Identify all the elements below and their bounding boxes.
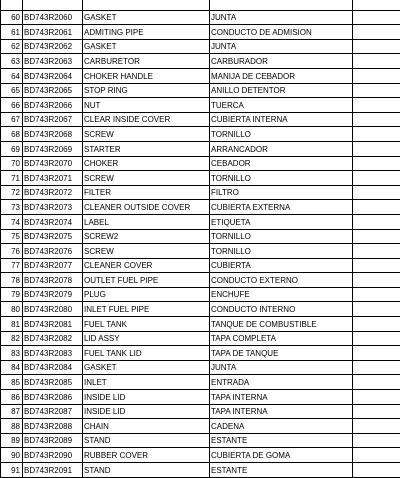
spanish-name-cell[interactable]: TORNILLO [210, 229, 353, 244]
row-number-cell[interactable]: 63 [1, 54, 23, 69]
row-number-cell[interactable]: 74 [1, 214, 23, 229]
empty-cell[interactable] [353, 390, 400, 405]
empty-cell[interactable] [353, 156, 400, 171]
empty-cell[interactable] [353, 229, 400, 244]
row-number-cell[interactable]: 75 [1, 229, 23, 244]
row-number-cell[interactable] [1, 0, 23, 10]
english-name-cell[interactable]: RUBBER COVER [83, 448, 210, 463]
table-row [1, 273, 400, 288]
spanish-name-cell[interactable]: JUNTA [210, 39, 353, 54]
part-code-cell[interactable]: BD743R2080 [23, 302, 83, 317]
english-name-cell[interactable]: CHAIN [83, 419, 210, 434]
row-number-cell[interactable]: 82 [1, 331, 23, 346]
spanish-name-cell[interactable]: CONDUCTO EXTERNO [210, 273, 353, 288]
part-code-cell[interactable]: BD743R2081 [23, 317, 83, 332]
empty-cell[interactable] [353, 83, 400, 98]
english-name-cell[interactable]: CHOKER [83, 156, 210, 171]
english-name-cell[interactable]: INLET [83, 375, 210, 390]
spanish-name-cell[interactable]: TANQUE DE COMBUSTIBLE [210, 317, 353, 332]
row-number-cell[interactable]: 72 [1, 185, 23, 200]
empty-cell[interactable] [353, 258, 400, 273]
table-row [1, 331, 400, 346]
empty-cell[interactable] [353, 39, 400, 54]
row-number-cell[interactable]: 73 [1, 200, 23, 215]
english-name-cell[interactable]: FUEL TANK LID [83, 346, 210, 361]
english-name-cell[interactable]: LABEL [83, 214, 210, 229]
english-name-cell[interactable]: LID ASSY [83, 331, 210, 346]
part-code-cell[interactable]: BD743R2066 [23, 98, 83, 113]
empty-cell[interactable] [353, 360, 400, 375]
english-name-cell[interactable]: SCREW [83, 171, 210, 186]
spanish-name-cell[interactable]: CADENA [210, 419, 353, 434]
table-row [1, 302, 400, 317]
part-code-cell[interactable]: BD743R2069 [23, 141, 83, 156]
table-row [1, 258, 400, 273]
table-row [1, 214, 400, 229]
row-number-cell[interactable]: 70 [1, 156, 23, 171]
spanish-name-cell[interactable]: TAPA COMPLETA [210, 331, 353, 346]
spanish-name-cell[interactable]: TORNILLO [210, 127, 353, 142]
spanish-name-cell[interactable]: ESTANTE [210, 433, 353, 448]
spanish-name-cell[interactable]: TORNILLO [210, 244, 353, 259]
spanish-name-cell[interactable]: JUNTA [210, 10, 353, 25]
part-code-cell[interactable]: BD743R2085 [23, 375, 83, 390]
empty-cell[interactable] [353, 448, 400, 463]
spanish-name-cell[interactable]: ANILLO DETENTOR [210, 83, 353, 98]
part-code-cell[interactable]: BD743R2079 [23, 287, 83, 302]
table-row [1, 404, 400, 419]
table-row [1, 83, 400, 98]
empty-cell[interactable] [353, 346, 400, 361]
table-row [1, 448, 400, 463]
table-row [1, 200, 400, 215]
table-row [1, 25, 400, 40]
part-code-cell[interactable]: BD743R2086 [23, 390, 83, 405]
part-code-cell[interactable]: BD743R2089 [23, 433, 83, 448]
spanish-name-cell[interactable]: CUBIERTA [210, 258, 353, 273]
row-number-cell[interactable]: 91 [1, 463, 23, 478]
parts-table-body [1, 0, 400, 477]
empty-cell[interactable] [353, 25, 400, 40]
english-name-cell[interactable]: STAND [83, 463, 210, 478]
part-code-cell[interactable]: BD743R2074 [23, 214, 83, 229]
table-row [1, 390, 400, 405]
table-row [1, 287, 400, 302]
table-row [1, 419, 400, 434]
empty-cell[interactable] [353, 54, 400, 69]
row-number-cell[interactable]: 87 [1, 404, 23, 419]
row-number-cell[interactable]: 62 [1, 39, 23, 54]
part-code-cell[interactable]: BD743R2091 [23, 463, 83, 478]
empty-cell[interactable] [353, 433, 400, 448]
table-row [1, 141, 400, 156]
part-code-cell[interactable]: BD743R2090 [23, 448, 83, 463]
english-name-cell[interactable]: STOP RING [83, 83, 210, 98]
empty-cell[interactable] [353, 287, 400, 302]
empty-cell[interactable] [353, 171, 400, 186]
english-name-cell[interactable]: CARBURETOR [83, 54, 210, 69]
table-row [1, 346, 400, 361]
spanish-name-cell[interactable]: TAPA INTERNA [210, 390, 353, 405]
spanish-name-cell[interactable]: TORNILLO [210, 171, 353, 186]
english-name-cell[interactable]: CLEANER OUTSIDE COVER [83, 200, 210, 215]
table-row [1, 375, 400, 390]
row-number-cell[interactable]: 61 [1, 25, 23, 40]
table-row [1, 244, 400, 259]
english-name-cell[interactable]: PLUG [83, 287, 210, 302]
table-row [1, 127, 400, 142]
row-number-cell[interactable]: 90 [1, 448, 23, 463]
empty-cell[interactable] [353, 419, 400, 434]
english-name-cell[interactable]: NUT [83, 98, 210, 113]
part-code-cell[interactable]: BD743R2084 [23, 360, 83, 375]
row-number-cell[interactable]: 83 [1, 346, 23, 361]
table-row [1, 10, 400, 25]
table-row [1, 463, 400, 478]
row-number-cell[interactable]: 80 [1, 302, 23, 317]
spanish-name-cell[interactable]: TAPA DE TANQUE [210, 346, 353, 361]
row-number-cell[interactable]: 65 [1, 83, 23, 98]
spanish-name-cell[interactable]: TUERCA [210, 98, 353, 113]
part-code-cell[interactable]: BD743R2087 [23, 404, 83, 419]
spanish-name-cell[interactable]: JUNTA [210, 360, 353, 375]
empty-cell[interactable] [353, 98, 400, 113]
empty-cell[interactable] [353, 302, 400, 317]
table-row [1, 185, 400, 200]
row-number-cell[interactable]: 79 [1, 287, 23, 302]
spanish-name-cell[interactable]: ESTANTE [210, 463, 353, 478]
row-number-cell[interactable]: 64 [1, 68, 23, 83]
part-code-cell[interactable]: BD743R2065 [23, 83, 83, 98]
part-code-cell[interactable]: BD743R2068 [23, 127, 83, 142]
table-row [1, 68, 400, 83]
row-number-cell[interactable]: 60 [1, 10, 23, 25]
part-code-cell[interactable]: BD743R2077 [23, 258, 83, 273]
part-code-cell[interactable]: BD743R2088 [23, 419, 83, 434]
english-name-cell[interactable]: SCREW2 [83, 229, 210, 244]
table-row [1, 156, 400, 171]
part-code-cell[interactable]: BD743R2060 [23, 10, 83, 25]
spanish-name-cell[interactable]: CONDUCTO INTERNO [210, 302, 353, 317]
spanish-name-cell[interactable]: ENCHUFE [210, 287, 353, 302]
spanish-name-cell[interactable]: CUBIERTA EXTERNA [210, 200, 353, 215]
spanish-name-cell[interactable]: CUBIERTA DE GOMA [210, 448, 353, 463]
spanish-name-cell[interactable]: CUBIERTA INTERNA [210, 112, 353, 127]
empty-cell[interactable] [353, 463, 400, 478]
row-number-cell[interactable]: 85 [1, 375, 23, 390]
english-name-cell[interactable] [83, 0, 210, 10]
english-name-cell[interactable]: GASKET [83, 39, 210, 54]
english-name-cell[interactable]: INSIDE LID [83, 404, 210, 419]
english-name-cell[interactable]: SCREW [83, 244, 210, 259]
part-code-cell[interactable]: BD743R2073 [23, 200, 83, 215]
empty-cell[interactable] [353, 331, 400, 346]
spanish-name-cell[interactable]: TAPA INTERNA [210, 404, 353, 419]
table-row [1, 54, 400, 69]
table-row [1, 98, 400, 113]
english-name-cell[interactable]: INLET FUEL PIPE [83, 302, 210, 317]
table-row [1, 171, 400, 186]
row-number-cell[interactable]: 84 [1, 360, 23, 375]
spanish-name-cell[interactable]: CONDUCTO DE ADMISION [210, 25, 353, 40]
empty-cell[interactable] [353, 375, 400, 390]
table-row [1, 0, 400, 10]
spanish-name-cell[interactable]: CARBURADOR [210, 54, 353, 69]
part-code-cell[interactable]: BD743R2064 [23, 68, 83, 83]
table-row [1, 433, 400, 448]
row-number-cell[interactable]: 86 [1, 390, 23, 405]
empty-cell[interactable] [353, 214, 400, 229]
table-row [1, 360, 400, 375]
table-row [1, 317, 400, 332]
part-code-cell[interactable]: BD743R2082 [23, 331, 83, 346]
english-name-cell[interactable]: CHOKER HANDLE [83, 68, 210, 83]
empty-cell[interactable] [353, 185, 400, 200]
empty-cell[interactable] [353, 244, 400, 259]
table-row [1, 229, 400, 244]
part-code-cell[interactable]: BD743R2062 [23, 39, 83, 54]
english-name-cell[interactable]: SCREW [83, 127, 210, 142]
table-row [1, 112, 400, 127]
part-code-cell[interactable]: BD743R2070 [23, 156, 83, 171]
empty-cell[interactable] [353, 404, 400, 419]
english-name-cell[interactable]: GASKET [83, 10, 210, 25]
spanish-name-cell[interactable]: ENTRADA [210, 375, 353, 390]
empty-cell[interactable] [353, 112, 400, 127]
english-name-cell[interactable]: INSIDE LID [83, 390, 210, 405]
english-name-cell[interactable]: STARTER [83, 141, 210, 156]
spanish-name-cell[interactable]: CEBADOR [210, 156, 353, 171]
row-number-cell[interactable]: 88 [1, 419, 23, 434]
part-code-cell[interactable]: BD743R2061 [23, 25, 83, 40]
english-name-cell[interactable]: CLEANER COVER [83, 258, 210, 273]
english-name-cell[interactable]: OUTLET FUEL PIPE [83, 273, 210, 288]
empty-cell[interactable] [353, 200, 400, 215]
row-number-cell[interactable]: 67 [1, 112, 23, 127]
row-number-cell[interactable]: 89 [1, 433, 23, 448]
spanish-name-cell[interactable]: FILTRO [210, 185, 353, 200]
part-code-cell[interactable]: BD743R2076 [23, 244, 83, 259]
empty-cell[interactable] [353, 273, 400, 288]
english-name-cell[interactable]: GASKET [83, 360, 210, 375]
part-code-cell[interactable] [23, 0, 83, 10]
empty-cell[interactable] [353, 317, 400, 332]
spanish-name-cell[interactable]: ETIQUETA [210, 214, 353, 229]
empty-cell[interactable] [353, 0, 400, 10]
row-number-cell[interactable]: 66 [1, 98, 23, 113]
row-number-cell[interactable]: 81 [1, 317, 23, 332]
english-name-cell[interactable]: FILTER [83, 185, 210, 200]
empty-cell[interactable] [353, 141, 400, 156]
english-name-cell[interactable]: CLEAR INSIDE COVER [83, 112, 210, 127]
part-code-cell[interactable]: BD743R2078 [23, 273, 83, 288]
spanish-name-cell[interactable]: ARRANCADOR [210, 141, 353, 156]
row-number-cell[interactable]: 77 [1, 258, 23, 273]
table-row [1, 39, 400, 54]
row-number-cell[interactable]: 78 [1, 273, 23, 288]
row-number-cell[interactable]: 69 [1, 141, 23, 156]
part-code-cell[interactable]: BD743R2071 [23, 171, 83, 186]
english-name-cell[interactable]: ADMITING PIPE [83, 25, 210, 40]
row-number-cell[interactable]: 68 [1, 127, 23, 142]
empty-cell[interactable] [353, 10, 400, 25]
empty-cell[interactable] [353, 127, 400, 142]
spanish-name-cell[interactable]: MANIJA DE CEBADOR [210, 68, 353, 83]
spanish-name-cell[interactable] [210, 0, 353, 10]
english-name-cell[interactable]: FUEL TANK [83, 317, 210, 332]
english-name-cell[interactable]: STAND [83, 433, 210, 448]
part-code-cell[interactable]: BD743R2083 [23, 346, 83, 361]
part-code-cell[interactable]: BD743R2063 [23, 54, 83, 69]
row-number-cell[interactable]: 71 [1, 171, 23, 186]
empty-cell[interactable] [353, 68, 400, 83]
part-code-cell[interactable]: BD743R2067 [23, 112, 83, 127]
row-number-cell[interactable]: 76 [1, 244, 23, 259]
part-code-cell[interactable]: BD743R2075 [23, 229, 83, 244]
part-code-cell[interactable]: BD743R2072 [23, 185, 83, 200]
